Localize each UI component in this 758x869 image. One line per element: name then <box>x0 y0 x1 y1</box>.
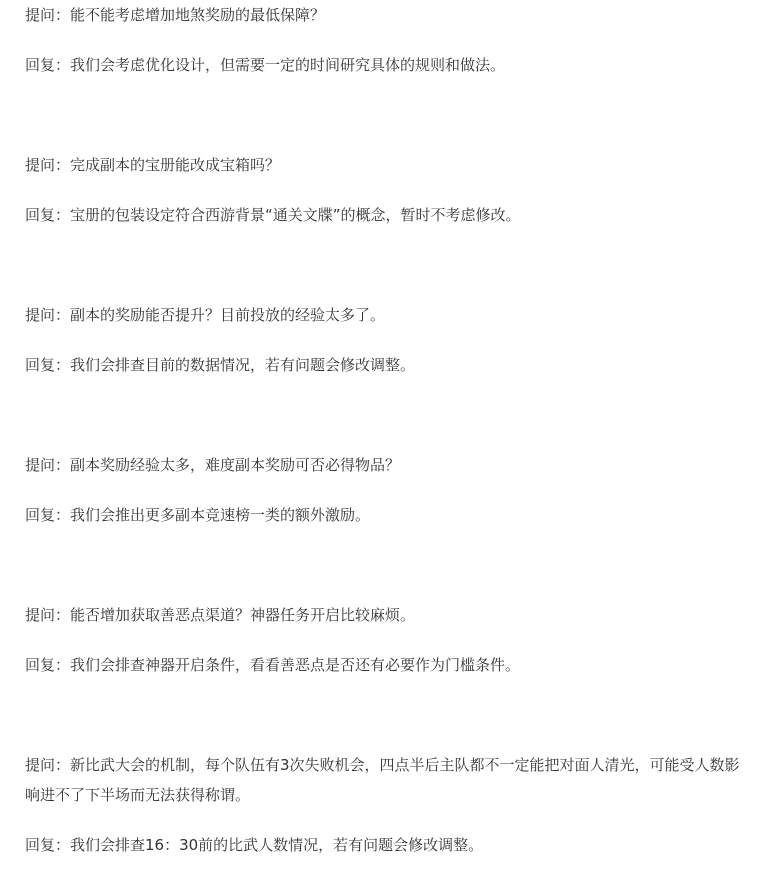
question-text: 提问：副本的奖励能否提升？目前投放的经验太多了。 <box>25 306 386 324</box>
question-text: 提问：完成副本的宝册能改成宝箱吗？ <box>25 156 281 174</box>
question-text: 提问：能不能考虑增加地煞奖励的最低保障？ <box>25 6 326 24</box>
qa-item <box>25 0 753 80</box>
qa-item <box>25 150 753 230</box>
question-text: 提问：能否增加获取善恶点渠道？神器任务开启比较麻烦。 <box>25 606 416 624</box>
answer-text: 回复：我们会推出更多副本竞速榜一类的额外激励。 <box>25 506 371 524</box>
answer-text: 回复：我们会排查神器开启条件，看看善恶点是否还有必要作为门槛条件。 <box>25 656 521 674</box>
question-text: 提问：新比武大会的机制，每个队伍有3次失败机会，四点半后主队都不一定能把对面人清光，可能受人数影响进不了下半场而无法获得称谓。 <box>25 756 740 804</box>
qa-list <box>25 0 753 860</box>
answer-text: 回复：宝册的包装设定符合西游背景“通关文牒”的概念，暂时不考虑修改。 <box>25 206 521 224</box>
answer-text: 回复：我们会排查目前的数据情况，若有问题会修改调整。 <box>25 356 416 374</box>
question-text: 提问：副本奖励经验太多，难度副本奖励可否必得物品？ <box>25 456 401 474</box>
qa-item <box>25 450 753 530</box>
qa-item <box>25 600 753 680</box>
answer-text: 回复：我们会排查16：30前的比武人数情况，若有问题会修改调整。 <box>25 836 484 854</box>
answer-text: 回复：我们会考虑优化设计，但需要一定的时间研究具体的规则和做法。 <box>25 56 506 74</box>
qa-item <box>25 750 753 860</box>
qa-item <box>25 300 753 380</box>
